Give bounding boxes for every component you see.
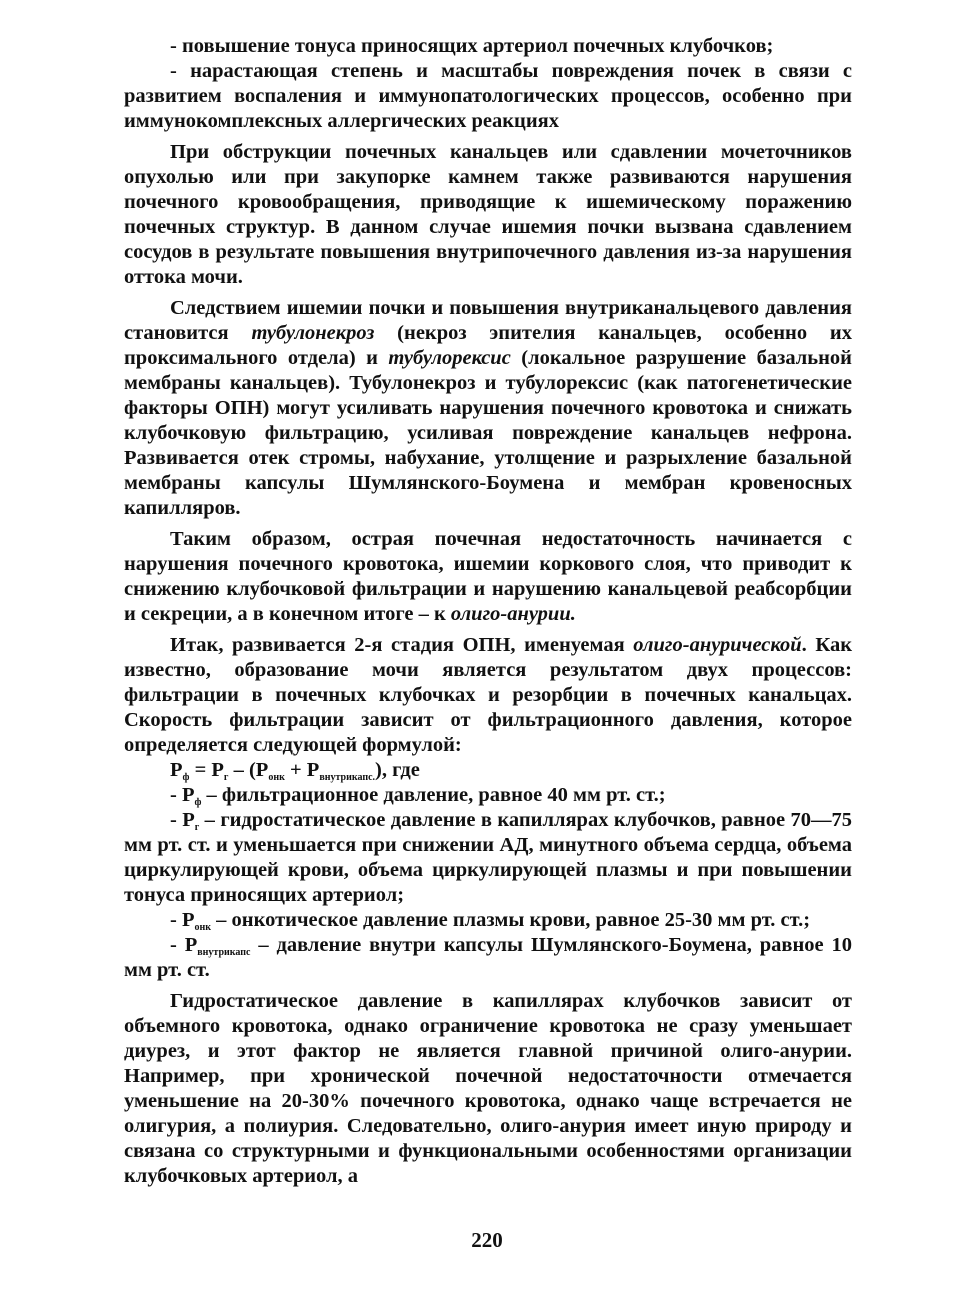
paragraph-2-text: - нарастающая степень и масштабы повреждения почек в связи с развитием воспаления и иммунопатологических процессов, особенно при иммунокомплексных аллергических реакциях — [124, 60, 852, 132]
paragraph-5 — [124, 527, 852, 627]
paragraph-4-text-a: Следствием ишемии почки и повышения внутриканальцевого давления становится — [124, 297, 852, 344]
formula-sub-g: г — [223, 772, 229, 783]
definition-3-sub: онк — [194, 922, 212, 933]
paragraph-3-text: При обструкции почечных канальцев или сдавлении мочеточников опухолью или при закупорке камнем также развиваются нарушения почечного кровообращения, приводящие к ишемическому поражению почечных структур. В данном случае ишемия почки вызвана сдавлением сосудов в результате повышения внутрипочечного давления из-за нарушения оттока мочи. — [124, 141, 852, 288]
formula-p-1: P — [170, 759, 183, 781]
definition-p-f — [124, 783, 852, 808]
definition-4-dash: - — [170, 934, 185, 956]
definition-1-letter: P — [181, 784, 195, 806]
page-body — [124, 34, 852, 1189]
paragraph-closing — [124, 989, 852, 1189]
page-number: 220 — [471, 1228, 503, 1252]
formula-close-tail: ), где — [375, 759, 420, 781]
definition-2-sub: г — [194, 822, 200, 833]
paragraph-4-text-c: (локальное разрушение базальной мембраны канальцев). Тубулонекроз и тубулорексис (как патогенетические факторы ОПН) могут усиливать нарушения почечного кровотока и снижать клубочковую фильтрацию, усиливая повреждение канальцев нефрона. Развивается отек стромы, набухание, утолщение и разрыхление базальной мембраны капсулы Шумлянского-Боумена и мембран кровеносных капилляров. — [124, 347, 852, 519]
definition-1-sub: ф — [194, 797, 202, 808]
formula-p-2: P — [211, 759, 224, 781]
definition-2-letter: P — [182, 809, 195, 831]
definition-3-dash: - — [170, 909, 182, 931]
term-oligo-anuria: олиго-анурии. — [450, 603, 576, 625]
definition-p-g — [124, 808, 852, 908]
definition-3-letter: P — [181, 909, 195, 931]
paragraph-3 — [124, 140, 852, 290]
paragraph-6 — [124, 633, 852, 758]
formula-eq: = — [189, 759, 212, 781]
formula-sub-f: ф — [182, 772, 190, 783]
paragraph-2 — [124, 59, 852, 134]
paragraph-4 — [124, 296, 852, 521]
definition-3-text: – онкотическое давление плазмы крови, равное 25-30 мм рт. ст.; — [211, 909, 811, 931]
definition-1-text: – фильтрационное давление, равное 40 мм рт. ст.; — [201, 784, 666, 806]
term-tubulorrhexis: тубулорексис — [388, 347, 511, 369]
formula-p-4: P — [306, 759, 320, 781]
paragraph-closing-text: Гидростатическое давление в капиллярах клубочков зависит от объемного кровотока, однако ограничение кровотока не сразу уменьшает диурез, и этот фактор не является главной причиной олиго-анурии. Например, при хронической почечной недостаточности отмечается уменьшение на 20-30% почечного кровотока, однако чаще встречается не олигурия, а полиурия. Следовательно, олиго-анурия имеет иную природу и связана со структурными и функциональными особенностями организации клубочковых артериол, а — [124, 990, 852, 1187]
definition-2-dash: - — [170, 809, 183, 831]
definition-4-letter: P — [184, 934, 198, 956]
paragraph-1 — [124, 34, 852, 59]
paragraph-4-text-b: (некроз эпителия канальцев, особенно их проксимального отдела) и — [124, 322, 852, 369]
paragraph-5-text: Таким образом, острая почечная недостаточность начинается с нарушения почечного кровотока, ишемии коркового слоя, что приводит к снижению клубочковой фильтрации и нарушению канальцевой реабсорбции и секреции, а в конечном итоге – к — [124, 528, 852, 625]
paragraph-6-text-a: Итак, развивается 2-я стадия ОПН, именуемая — [170, 634, 634, 656]
definition-p-vnutr — [124, 933, 852, 983]
formula-plus: + — [284, 759, 307, 781]
term-tubulonecrosis: тубулонекроз — [251, 322, 375, 344]
filtration-formula — [124, 758, 852, 783]
definition-4-text: – давление внутри капсулы Шумлянского-Боумена, равное 10 мм рт. ст. — [124, 934, 852, 981]
definition-4-sub: внутрикапс — [197, 947, 251, 958]
definition-1-dash: - — [170, 784, 182, 806]
paragraph-6-text-b: . Как известно, образование мочи является результатом двух процессов: фильтрации в почечных клубочках и резорбции в почечных канальцах. Скорость фильтрации зависит от фильтрационного давления, которое определяется следующей формулой: — [124, 634, 852, 756]
formula-minus-open: – ( — [228, 759, 256, 781]
definition-2-text: – гидростатическое давление в капиллярах клубочков, равное 70—75 мм рт. ст. и уменьшается при снижении АД, минутного объема сердца, объема циркулирующей крови, объема циркулирующей плазмы и при повышении тонуса приносящих артериол; — [124, 809, 853, 906]
formula-p-3: P — [255, 759, 269, 781]
paragraph-1-text: - повышение тонуса приносящих артериол почечных клубочков; — [170, 35, 774, 57]
formula-sub-onk: онк — [268, 772, 285, 783]
definition-p-onk — [124, 908, 852, 933]
term-oligo-anuric: олиго-анурической — [633, 634, 802, 656]
formula-sub-vnutr: внутрикапс. — [319, 772, 376, 783]
